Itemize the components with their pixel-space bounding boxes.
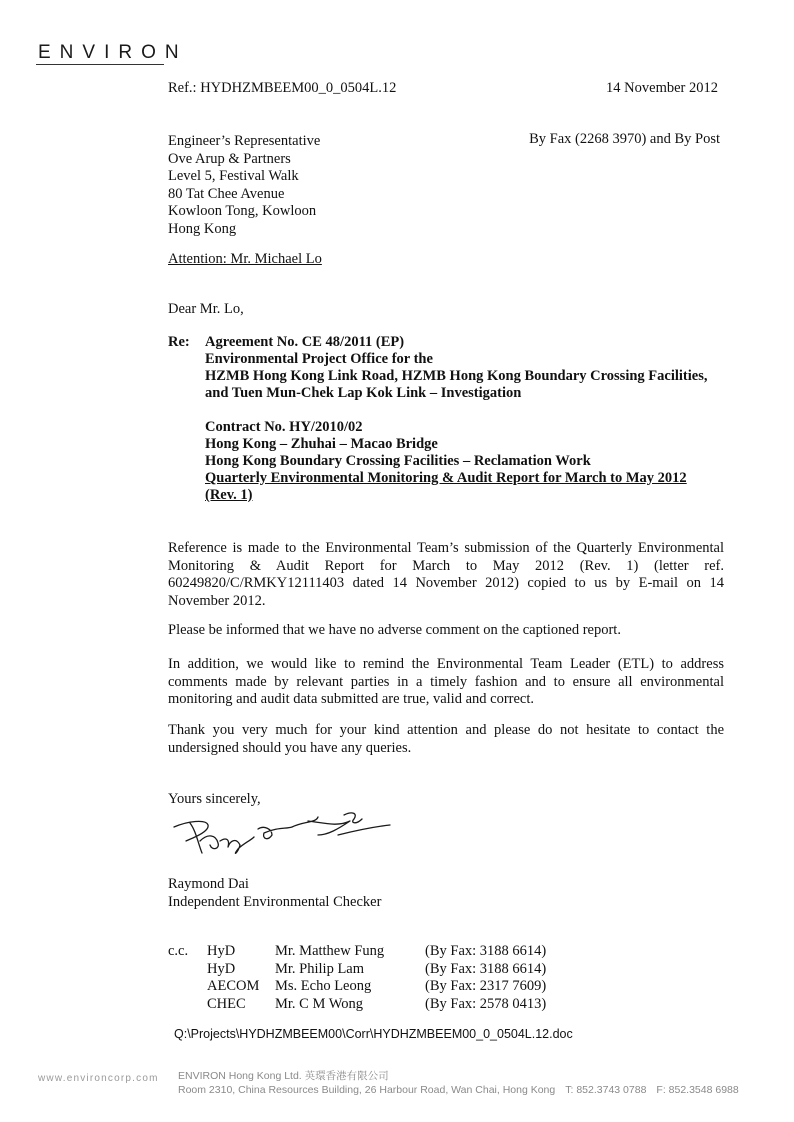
- address-line: Level 5, Festival Walk: [168, 168, 299, 184]
- signer-name: Raymond Dai: [168, 876, 249, 892]
- subject-line: Environmental Project Office for the: [205, 351, 433, 367]
- handwritten-signature: [168, 805, 398, 870]
- cc-organization: HyD: [207, 943, 236, 959]
- address-line: Kowloon Tong, Kowloon: [168, 203, 317, 219]
- report-title-line: Quarterly Environmental Monitoring & Audit Report for March to May 2012: [205, 470, 687, 486]
- address-line: Ove Arup & Partners: [168, 150, 291, 167]
- cc-list: [207, 943, 546, 1013]
- report-title-line: (Rev. 1): [205, 487, 253, 503]
- recipient-address: [168, 133, 320, 238]
- cc-name: Mr. C M Wong: [275, 995, 363, 1012]
- subject-line: Agreement No. CE 48/2011 (EP): [205, 334, 405, 350]
- footer-website: www.environcorp.com: [38, 1073, 159, 1084]
- cc-row: [207, 943, 546, 961]
- footer-telephone: T: 852.3743 0788: [565, 1084, 647, 1096]
- subject-label: Re:: [168, 334, 190, 350]
- cc-organization: CHEC: [207, 995, 246, 1012]
- contract-line: Hong Kong – Zhuhai – Macao Bridge: [205, 436, 438, 452]
- signer-title: Independent Environmental Checker: [168, 893, 382, 910]
- cc-label: c.c.: [168, 943, 189, 959]
- cc-organization: HyD: [207, 960, 236, 977]
- body-paragraph-2: Please be informed that we have no adverse comment on the captioned report.: [168, 622, 621, 638]
- file-path: Q:\Projects\HYDHZMBEEM00\Corr\HYDHZMBEEM00_0_0504L.12.doc: [174, 1027, 573, 1041]
- footer-address: Room 2310, China Resources Building, 26 Harbour Road, Wan Chai, Hong Kong: [178, 1084, 556, 1096]
- cc-organization: AECOM: [207, 978, 260, 994]
- signer-block: [168, 876, 381, 911]
- attention-line: Attention: Mr. Michael Lo: [168, 251, 322, 267]
- contract-line: Contract No. HY/2010/02: [205, 419, 363, 435]
- body-paragraph-3: In addition, we would like to remind the Environmental Team Leader (ETL) to address comments made by relevant parties in a timely fashion and to ensure all environmental monitoring and audit data submitted are true, valid and correct.: [168, 656, 724, 707]
- address-line: Hong Kong: [168, 220, 237, 237]
- company-logo: ENVIRON: [38, 42, 188, 63]
- cc-name: Mr. Matthew Fung: [275, 943, 385, 959]
- logo-underline: [36, 64, 164, 65]
- footer-company-name: ENVIRON Hong Kong Ltd. 英環香港有限公司: [178, 1070, 389, 1082]
- footer-company-block: [178, 1069, 739, 1097]
- cc-fax: (By Fax: 3188 6614): [425, 943, 547, 959]
- contract-line: Hong Kong Boundary Crossing Facilities – Reclamation Work: [205, 453, 591, 469]
- cc-row: [207, 961, 546, 979]
- subject-line: HZMB Hong Kong Link Road, HZMB Hong Kong Boundary Crossing Facilities,: [205, 368, 708, 384]
- closing: Yours sincerely,: [168, 791, 261, 807]
- subject-line: and Tuen Mun-Chek Lap Kok Link – Investigation: [205, 385, 522, 401]
- footer-fax: F: 852.3548 6988: [656, 1084, 739, 1096]
- cc-row: [207, 996, 546, 1014]
- cc-fax: (By Fax: 2578 0413): [425, 995, 547, 1012]
- letter-date: 14 November 2012: [606, 80, 718, 96]
- reference-number: Ref.: HYDHZMBEEM00_0_0504L.12: [168, 80, 397, 96]
- delivery-method: By Fax (2268 3970) and By Post: [529, 131, 720, 147]
- cc-row: [207, 978, 546, 996]
- body-paragraph-4: Thank you very much for your kind attention and please do not hesitate to contact the undersigned should you have any queries.: [168, 722, 724, 756]
- salutation: Dear Mr. Lo,: [168, 301, 244, 317]
- cc-fax: (By Fax: 2317 7609): [425, 978, 547, 994]
- cc-name: Ms. Echo Leong: [275, 978, 372, 994]
- cc-fax: (By Fax: 3188 6614): [425, 960, 547, 977]
- footer-address-row: [178, 1083, 739, 1097]
- subject-block: [205, 334, 708, 504]
- address-line: Engineer’s Representative: [168, 133, 321, 149]
- body-paragraph-1: Reference is made to the Environmental Team’s submission of the Quarterly Environmental Monitoring & Audit Report for March to May 2012 (Rev. 1) (letter ref. 60249820/C/RMKY12111403 dated 14 November 2012) copied to us by E-mail on 14 November 2012.: [168, 540, 724, 609]
- cc-name: Mr. Philip Lam: [275, 960, 365, 977]
- address-line: 80 Tat Chee Avenue: [168, 185, 285, 202]
